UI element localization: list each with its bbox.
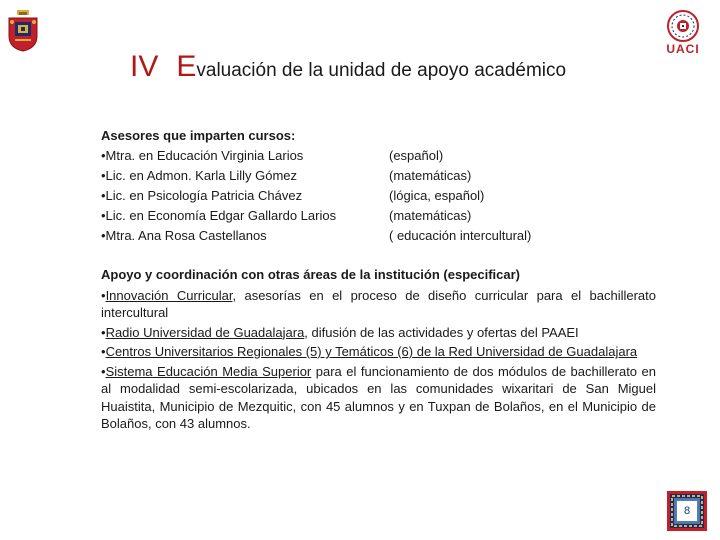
advisors-names [101,146,336,246]
coordination-link[interactable]: Centros Universitarios Regionales (5) y Temáticos (6) de la Red Universidad de Guadalajara [105,344,638,359]
bullet: • [101,287,106,303]
advisors-heading: Asesores que imparten cursos: [101,128,296,143]
page-title [130,50,566,84]
coordination-text: , asesorías en el proceso de diseño curricular para el bachillerato intercultural [101,287,657,320]
coordination-text: , difusión de las actividades y ofertas del PAAEI [304,324,579,340]
section-numeral: IV [130,50,159,83]
advisor-subject: (lógica, español) [389,188,485,203]
bullet: • [101,324,106,340]
title-initial: E [176,50,197,83]
coordination-item [101,343,656,361]
advisor-name: •Lic. en Psicología Patricia Chávez [101,188,303,203]
coordination-text: para el funcionamiento de dos módulos de bachillerato en al modalidad semi-escolarizada, ubicados en las comunidades wixaritari de San Miguel Huaistita, Municipio de Mezquitic, con 45 alumnos y en Tuxpan de Bolaños, en el Municipio de Bolaños, con 43 alumnos. [101,363,656,431]
advisor-subject: (matemáticas) [389,168,472,183]
coordination-link[interactable]: Radio Universidad de Guadalajara [105,324,305,340]
advisor-subject: (matemáticas) [389,208,472,223]
coordination-link[interactable]: Innovación Curricular [105,287,233,303]
advisors-subjects [389,146,531,246]
university-crest-logo [6,10,40,52]
coordination-item [101,363,656,433]
title-rest: valuación de la unidad de apoyo académico [196,60,567,81]
advisor-name: •Mtra. en Educación Virginia Larios [101,148,304,163]
bullet: • [101,344,106,359]
advisor-name: •Mtra. Ana Rosa Castellanos [101,228,267,243]
coordination-link[interactable]: Sistema Educación Media Superior [105,363,312,379]
advisor-name: •Lic. en Economía Edgar Gallardo Larios [101,208,337,223]
coordination-heading: Apoyo y coordinación con otras áreas de la institución (especificar) [101,267,520,282]
uaci-logo-label: UACI [666,42,700,56]
advisors-section [101,126,532,243]
coordination-section [101,266,656,435]
bullet: • [101,363,106,379]
coordination-item [101,287,656,322]
coordination-item [101,324,656,342]
advisor-name: •Lic. en Admon. Karla Lilly Gómez [101,168,298,183]
advisor-subject: (español) [389,148,444,163]
page-number: 8 [676,500,698,522]
advisor-subject: ( educación intercultural) [389,228,532,243]
